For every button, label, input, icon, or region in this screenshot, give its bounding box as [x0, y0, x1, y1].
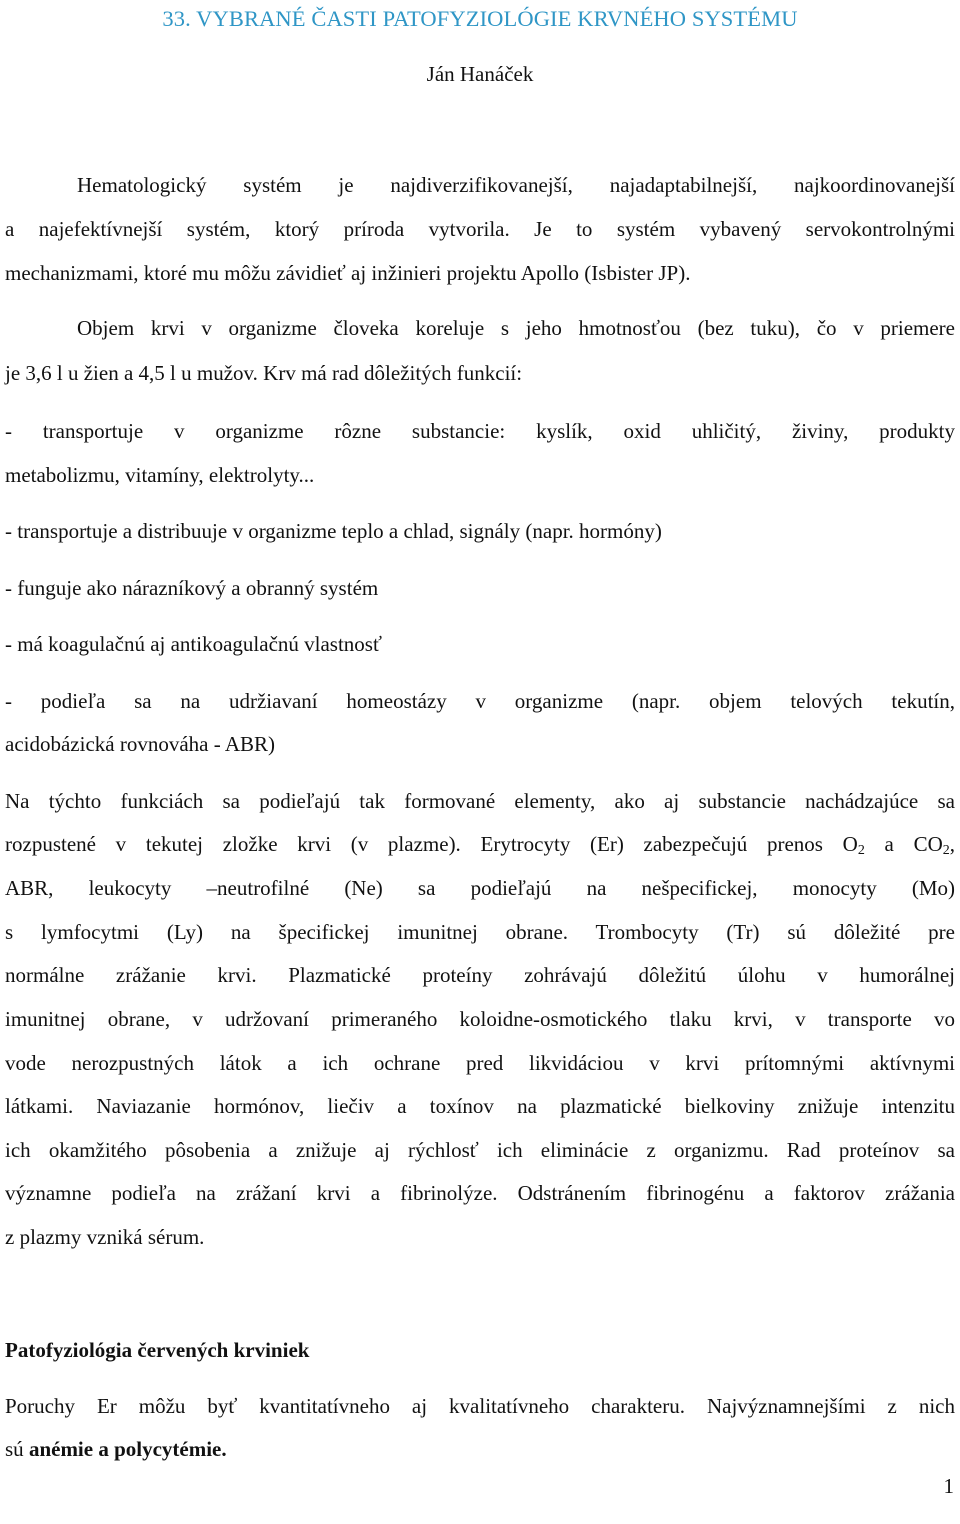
volume-line-2: je 3,6 l u žien a 4,5 l u mužov. Krv má rad dôležitých funkcií:	[5, 361, 523, 385]
elements-line-2-text-b: a CO	[864, 832, 943, 856]
section-line-2-text: sú	[5, 1437, 29, 1461]
elements-line-11: z plazmy vzniká sérum.	[5, 1225, 205, 1249]
o2-subscript: 2	[857, 843, 865, 858]
intro-line-1: Hematologický systém je najdiverzifikovanejší, najadaptabilnejší, najkoordinovanejší	[77, 173, 955, 197]
function-item-1-line-1: - transportuje v organizme rôzne substancie: kyslík, oxid uhličitý, živiny, produkty	[5, 419, 955, 443]
co2-subscript: 2	[942, 843, 950, 858]
elements-line-2-text-c: ,	[949, 832, 955, 856]
elements-line-6: imunitnej obrane, v udržovaní primeraného koloidne-osmotického tlaku krvi, v transporte vo	[5, 1007, 955, 1031]
page-number: 1	[943, 1474, 954, 1498]
function-item-4: - má koagulačnú aj antikoagulačnú vlastnosť	[5, 632, 382, 656]
section-line-2-bold: anémie a polycytémie.	[28, 1437, 227, 1461]
elements-line-9: ich okamžitého pôsobenia a znižuje aj rýchlosť ich eliminácie z organizmu. Rad proteínov sa	[5, 1138, 955, 1162]
elements-line-1: Na týchto funkciách sa podieľajú tak formované elementy, ako aj substancie nachádzajúce sa	[5, 789, 955, 813]
section-line-1: Poruchy Er môžu byť kvantitatívneho aj kvalitatívneho charakteru. Najvýznamnejšími z nich	[5, 1394, 955, 1418]
function-item-3: - funguje ako nárazníkový a obranný systém	[5, 576, 379, 600]
intro-line-3: mechanizmami, ktoré mu môžu závidieť aj inžinieri projektu Apollo (Isbister JP).	[5, 261, 691, 285]
elements-line-2-text-a: rozpustené v tekutej zložke krvi (v plazme). Erytrocyty (Er) zabezpečujú prenos O	[5, 832, 858, 856]
function-item-1-line-2: metabolizmu, vitamíny, elektrolyty...	[5, 463, 315, 487]
function-item-2: - transportuje a distribuuje v organizme teplo a chlad, signály (napr. hormóny)	[5, 519, 662, 543]
function-item-5-line-1: - podieľa sa na udržiavaní homeostázy v organizme (napr. objem telových tekutín,	[5, 689, 955, 713]
elements-line-5: normálne zrážanie krvi. Plazmatické proteíny zohrávajú dôležitú úlohu v humorálnej	[5, 963, 955, 987]
section-line-2	[5, 1428, 955, 1472]
elements-line-8: látkami. Naviazanie hormónov, liečiv a toxínov na plazmatické bielkoviny znižuje intenzitu	[5, 1094, 955, 1118]
elements-line-10: významne podieľa na zrážaní krvi a fibrinolýze. Odstránením fibrinogénu a faktorov zrážania	[5, 1181, 955, 1205]
elements-line-3: ABR, leukocyty –neutrofilné (Ne) sa podieľajú na nešpecifickej, monocyty (Mo)	[5, 876, 955, 900]
elements-line-7: vode nerozpustných látok a ich ochrane pred likvidáciou v krvi prítomnými aktívnymi	[5, 1051, 955, 1075]
author-name: Ján Hanáček	[426, 62, 534, 86]
elements-line-4: s lymfocytmi (Ly) na špecifickej imunitnej obrane. Trombocyty (Tr) sú dôležité pre	[5, 920, 955, 944]
volume-line-1: Objem krvi v organizme človeka koreluje s jeho hmotnosťou (bez tuku), čo v priemere	[77, 316, 955, 340]
section-heading: Patofyziológia červených krviniek	[5, 1338, 310, 1362]
chapter-title: 33. VYBRANÉ ČASTI PATOFYZIOLÓGIE KRVNÉHO SYSTÉMU	[162, 6, 798, 31]
function-item-5-line-2: acidobázická rovnováha - ABR)	[5, 732, 275, 756]
elements-line-2	[5, 823, 955, 867]
intro-line-2: a najefektívnejší systém, ktorý príroda vytvorila. Je to systém vybavený servokontrolnými	[5, 217, 955, 241]
